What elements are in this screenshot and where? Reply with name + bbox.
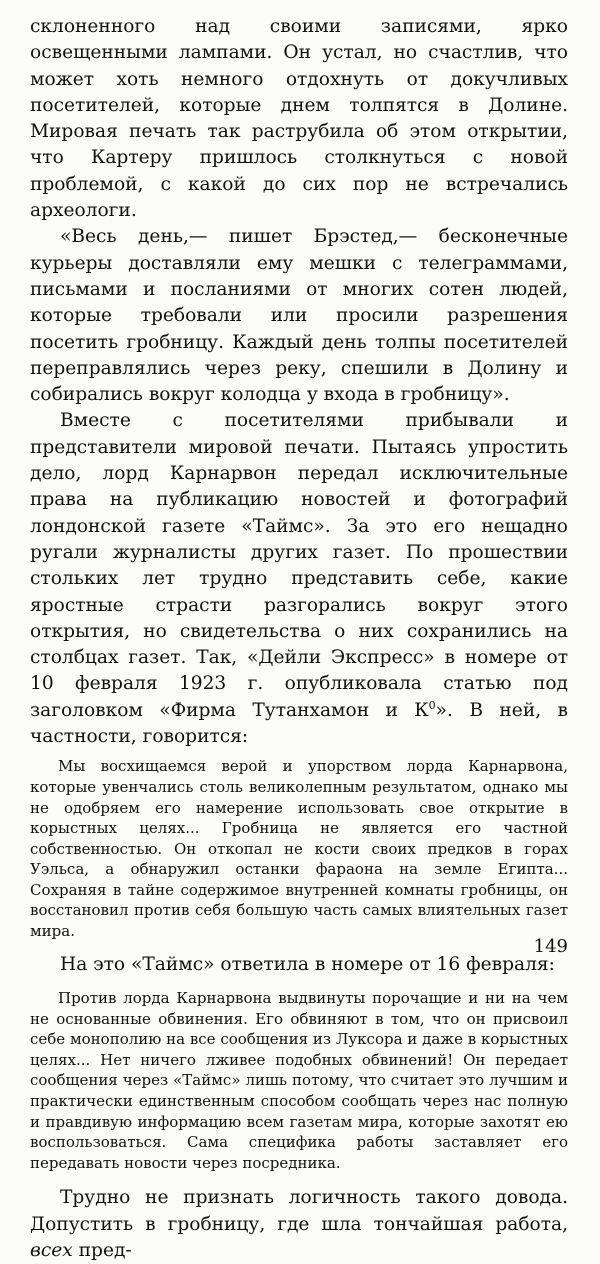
paragraph-conclusion-text: Трудно не признать логичность такого довода. Допустить в гробницу, где шла тончайшая работа,	[30, 1187, 568, 1235]
main-text-middle	[30, 952, 568, 978]
main-text-bottom	[30, 1185, 568, 1264]
paragraph-press-tail: ». В ней, в частности, говорится:	[30, 699, 568, 748]
paragraph-conclusion-tail: пред-	[72, 1239, 132, 1261]
paragraph-conclusion	[30, 1185, 568, 1264]
daily-express-quote: Мы восхищаемся верой и упорством лорда Карнарвона, которые увенчались столь великолепным результатом, однако мы не одобряем его намерение использовать свое открытие в корыстных целях... Гробница не является его частной собственностью. Он откопал не кости своих предков в горах Уэльса, а обнаружил останки фараона на земле Египта... Сохраняя в тайне содержимое внутренней комнаты гробницы, он восстановил против себя большую часть самых влиятельных газет мира.	[30, 757, 568, 941]
paragraph-breasted-quote: «Весь день,— пишет Брэстед,— бесконечные курьеры доставляли ему мешки с телеграммами, письмами и посланиями от многих сотен людей, которые требовали или просили разрешения посетить гробницу. Каждый день толпы посетителей переправлялись через реку, спешили в Долину и собирались вокруг колодца у входа в гробницу».	[30, 226, 568, 406]
emphasis-all: всех	[30, 1239, 73, 1261]
page-number: 149	[533, 936, 568, 957]
superscript-zero: 0	[428, 698, 436, 712]
paragraph-press	[30, 408, 568, 750]
paragraph-continuation: склоненного над своими записями, ярко освещенными лампами. Он устал, но счастлив, что может хоть немного отдохнуть от докучливых посетителей, которые днем толпятся в Долине. Мировая печать так раструбила об этом открытии, что Картеру пришлось столкнуться с новой проблемой, с какой до сих пор не встречались археологи.	[30, 16, 568, 222]
times-quote: Против лорда Карнарвона выдвинуты порочащие и ни на чем не основанные обвинения. Его обвиняют в том, что он присвоил себе монополию на все сообщения из Луксора и даже в корыстных целях... Нет ничего лживее подобных обвинений! Он передает сообщения через «Таймс» лишь потому, что считает это лучшим и практически единственным способом сообщать через нас полную и правдивую информацию всем газетам мира, которые захотят ею воспользоваться. Сама специфика работы заставляет его передавать новости через посредника.	[30, 988, 568, 1172]
main-text-top	[30, 14, 568, 750]
paragraph-press-text: Вместе с посетителями прибывали и представители мировой печати. Пытаясь упростить дело, лорд Карнарвон передал исключительные права на публикацию новостей и фотографий лондонской газете «Таймс». За это его нещадно ругали журналисты других газет. По прошествии стольких лет трудно представить себе, какие яростные страсти разгорались вокруг этого открытия, но свидетельства о них сохранились на столбцах газет. Так, «Дейли Экспресс» в номере от 10 февраля 1923 г. опубликовала статью под заголовком «Фирма Тутанхамон и К	[30, 410, 568, 721]
paragraph-times-reply: На это «Таймс» ответила в номере от 16 февраля:	[60, 953, 555, 975]
